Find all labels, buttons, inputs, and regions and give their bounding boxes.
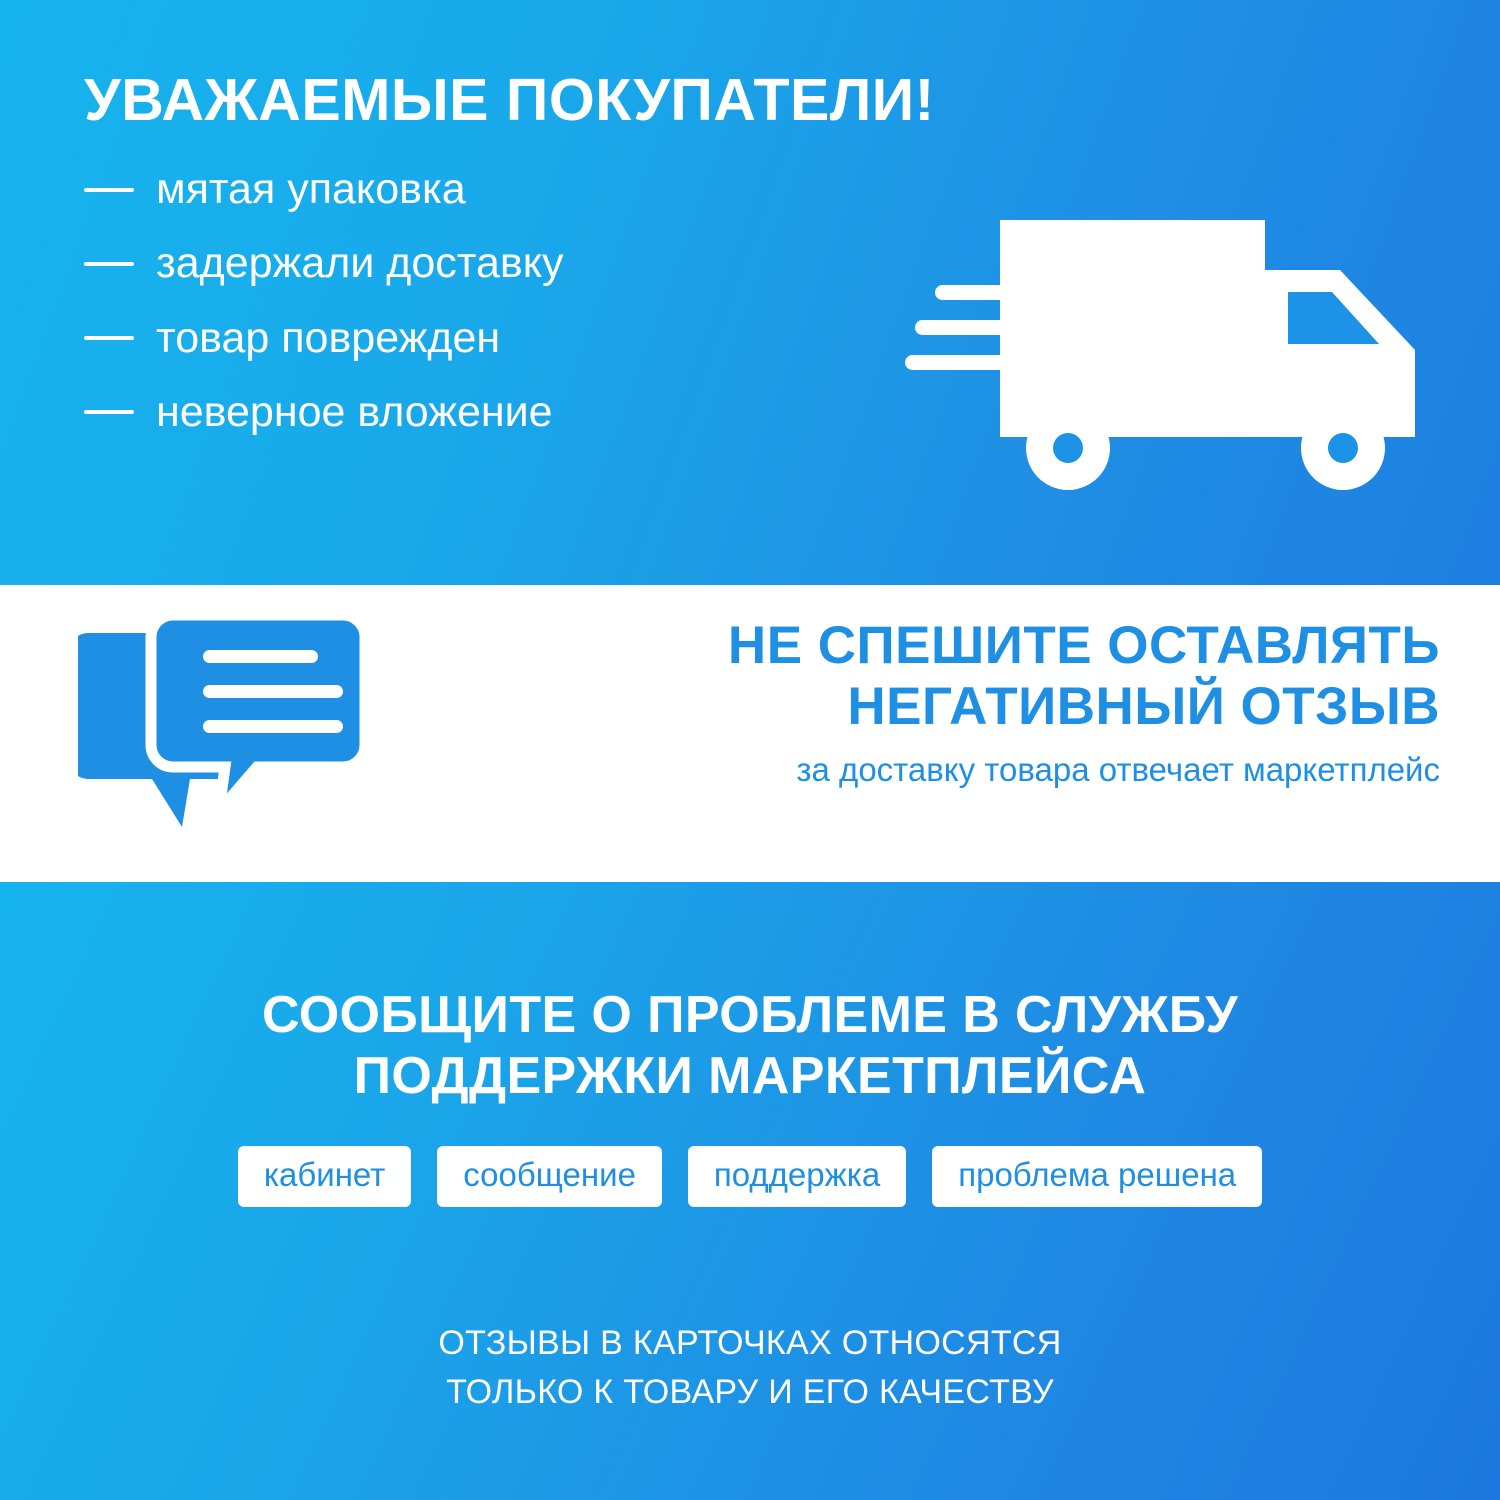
top-section: [0, 0, 1500, 585]
page-title: УВАЖАЕМЫЕ ПОКУПАТЕЛИ!: [84, 67, 935, 133]
list-item: [84, 389, 904, 436]
middle-title: [420, 615, 1440, 738]
list-item: [84, 315, 904, 362]
dash-icon: [84, 262, 134, 266]
middle-subtitle: за доставку товара отвечает маркетплейс: [796, 750, 1440, 788]
step-chip-group: [0, 1146, 1500, 1207]
chat-bubbles-icon: [78, 605, 378, 860]
step-chip-support[interactable]: поддержка: [688, 1146, 906, 1207]
bottom-title: [0, 882, 1500, 1108]
top-text-group: [84, 67, 935, 463]
dash-icon: [84, 188, 134, 192]
middle-section: [0, 585, 1500, 882]
bottom-title-line1: СООБЩИТЕ О ПРОБЛЕМЕ В СЛУЖБУ: [262, 986, 1238, 1044]
footnote: [0, 1319, 1500, 1418]
list-item-label: товар поврежден: [156, 313, 501, 362]
list-item: [84, 166, 904, 213]
dash-icon: [84, 336, 134, 340]
bottom-section: [0, 882, 1500, 1500]
list-item-label: неверное вложение: [156, 387, 553, 436]
step-chip-cabinet[interactable]: кабинет: [238, 1146, 411, 1207]
list-item: [84, 240, 904, 287]
middle-title-line2: НЕГАТИВНЫЙ ОТЗЫВ: [847, 677, 1440, 737]
middle-text-group: [420, 615, 1440, 790]
footnote-line1: ОТЗЫВЫ В КАРТОЧКАХ ОТНОСЯТСЯ: [438, 1324, 1062, 1363]
list-item-label: мятая упаковка: [156, 164, 466, 213]
footnote-line2: ТОЛЬКО К ТОВАРУ И ЕГО КАЧЕСТВУ: [446, 1373, 1054, 1412]
delivery-truck-icon: [905, 210, 1445, 500]
list-item-label: задержали доставку: [156, 239, 564, 288]
step-chip-message[interactable]: сообщение: [437, 1146, 662, 1207]
bottom-title-line2: ПОДДЕРЖКИ МАРКЕТПЛЕЙСА: [353, 1047, 1147, 1106]
issue-list: [84, 166, 904, 436]
dash-icon: [84, 410, 134, 414]
middle-title-line1: НЕ СПЕШИТЕ ОСТАВЛЯТЬ: [727, 616, 1440, 675]
step-chip-resolved[interactable]: проблема решена: [932, 1146, 1262, 1207]
